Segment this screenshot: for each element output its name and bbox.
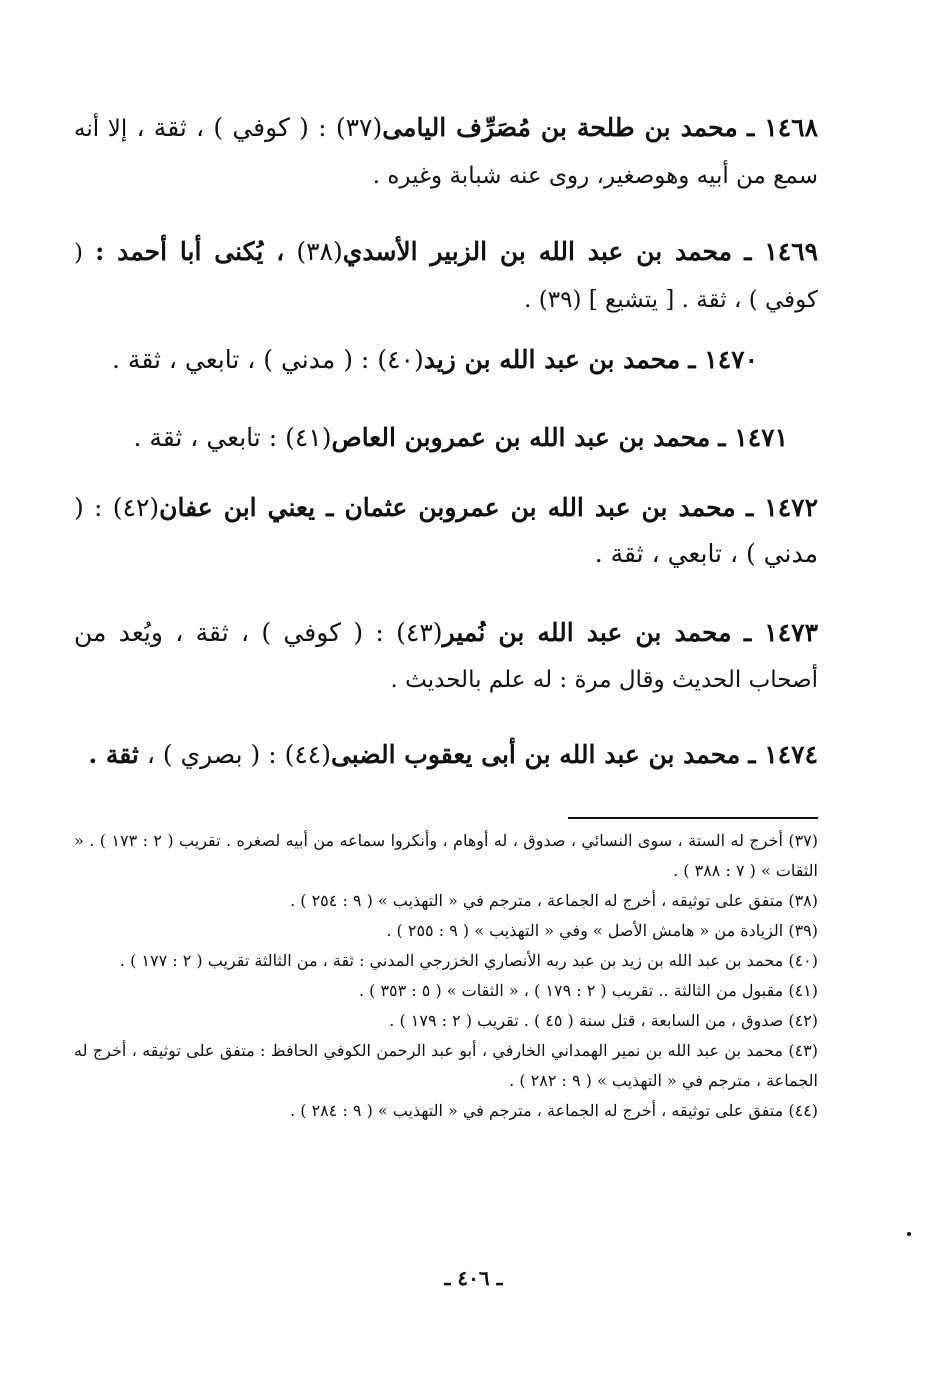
footnote-41: (٤١) مقبول من الثالثة .. تقريب ( ٢ : ١٧٩ ) ، « الثقات » ( ٥ : ٣٥٣ ) . (358, 981, 818, 1000)
entry-description: : ( بصري ) ، (146, 740, 277, 769)
entry-1469 (74, 229, 818, 323)
entry-description: : ( كوفي ) ، ثقة ، (136, 113, 327, 142)
entry-number: ١٤٧٠ ـ (688, 345, 758, 374)
entry-number: ١٤٦٨ ـ (746, 113, 819, 142)
entry-1474 (74, 732, 818, 778)
footnote-39: (٣٩) الزيادة من « هامش الأصل » وفي « التهذيب » ( ٩ : ٢٥٥ ) . (386, 921, 818, 940)
entry-continuation: إلا أنه سمع من أبيه وهوصغير، روى عنه شبابة وغيره . (74, 116, 818, 189)
entry-number: ١٤٧٤ ـ (748, 740, 818, 769)
entry-1468 (74, 105, 818, 199)
entry-number: ١٤٧٣ ـ (743, 618, 819, 647)
entry-description: : ( كوفي ) ، ثقة ، ويُعد من (74, 618, 384, 647)
footnote-separator (568, 817, 818, 819)
entry-description: : ( مدني ) ، تابعي ، ثقة . (74, 493, 818, 568)
stray-mark (907, 1232, 911, 1236)
entry-name: محمد بن عبد الله بن الزبير الأسدي (342, 237, 733, 266)
entry-continuation: ( كوفي ) ، ثقة . [ يتشيع ] (٣٩) . (74, 240, 818, 313)
footnote-ref: (٣٨) (296, 237, 343, 266)
footnote-ref: (٤٣) (396, 618, 443, 647)
entry-name: محمد بن عبد الله بن عمروبن عثمان ـ يعني ابن عفان (159, 493, 736, 522)
footnote-37: (٣٧) أخرج له الستة ، سوى النسائي ، صدوق ، له أوهام ، وأنكروا سماعه من أبيه لصغره . تقريب ( ٢ : ١٧٣ ) . « الثقات » ( ٧ : ٣٨٨ ) . (74, 831, 819, 880)
footnotes (74, 826, 818, 1126)
footnote-ref: (٤٢) (112, 493, 160, 522)
footnote-ref: (٤٤) (284, 740, 331, 769)
footnote-ref: (٣٧) (335, 113, 383, 142)
page-number: ـ ٤٠٦ ـ (444, 1266, 503, 1290)
entry-1473 (74, 610, 818, 703)
entry-number: ١٤٧١ ـ (718, 423, 788, 452)
entry-number: ١٤٦٩ ـ (744, 237, 819, 266)
entry-name: محمد بن عبد الله بن أبى يعقوب الضبى (330, 740, 741, 769)
footnote-ref: (٤١) (285, 423, 332, 452)
entry-description: : تابعي ، ثقة . (133, 423, 278, 452)
entry-description: ، يُكنى أبا أحمد : (95, 237, 285, 266)
entry-1471 (74, 415, 818, 461)
entry-continuation: أصحاب الحديث وقال مرة : له علم بالحديث . (390, 667, 818, 693)
footnote-44: (٤٤) متفق على توثيقه ، أخرج له الجماعة ، مترجم في « التهذيب » ( ٩ : ٢٨٤ ) . (290, 1101, 818, 1120)
footnote-ref: (٤٠) (377, 345, 424, 374)
footnote-42: (٤٢) صدوق ، من السابعة ، قتل سنة ( ٤٥ ) . تقريب ( ٢ : ١٧٩ ) . (389, 1011, 818, 1030)
entry-name: محمد بن عبد الله بن نُمير (442, 618, 732, 647)
entry-name: محمد بن طلحة بن مُصَرِّف اليامى (382, 113, 738, 142)
footnote-43: (٤٣) محمد بن عبد الله بن نمير الهمداني الخارفي ، أبو عبد الرحمن الكوفي الحافظ : متفق على توثيقه ، أخرج له الجماعة ، مترجم في « التهذيب » ( ٩ : ٢٨٢ ) . (74, 1041, 818, 1090)
entry-name: محمد بن عبد الله بن زيد (423, 345, 681, 374)
entry-continuation: ثقة . (88, 740, 139, 769)
footnote-40: (٤٠) محمد بن عبد الله بن زيد بن عبد ربه الأنصاري الخزرجي المدني : ثقة ، من الثالثة تقريب ( ٢ : ١٧٧ ) . (119, 951, 818, 970)
entry-description: : ( مدني ) ، تابعي ، ثقة . (112, 345, 370, 374)
entry-1470 (74, 337, 818, 383)
entry-number: ١٤٧٢ ـ (745, 493, 819, 522)
entry-1472 (74, 485, 818, 577)
footnote-38: (٣٨) متفق على توثيقه ، أخرج له الجماعة ، مترجم في « التهذيب » ( ٩ : ٢٥٤ ) . (290, 891, 818, 910)
entry-name: محمد بن عبد الله بن عمروبن العاص (331, 423, 711, 452)
